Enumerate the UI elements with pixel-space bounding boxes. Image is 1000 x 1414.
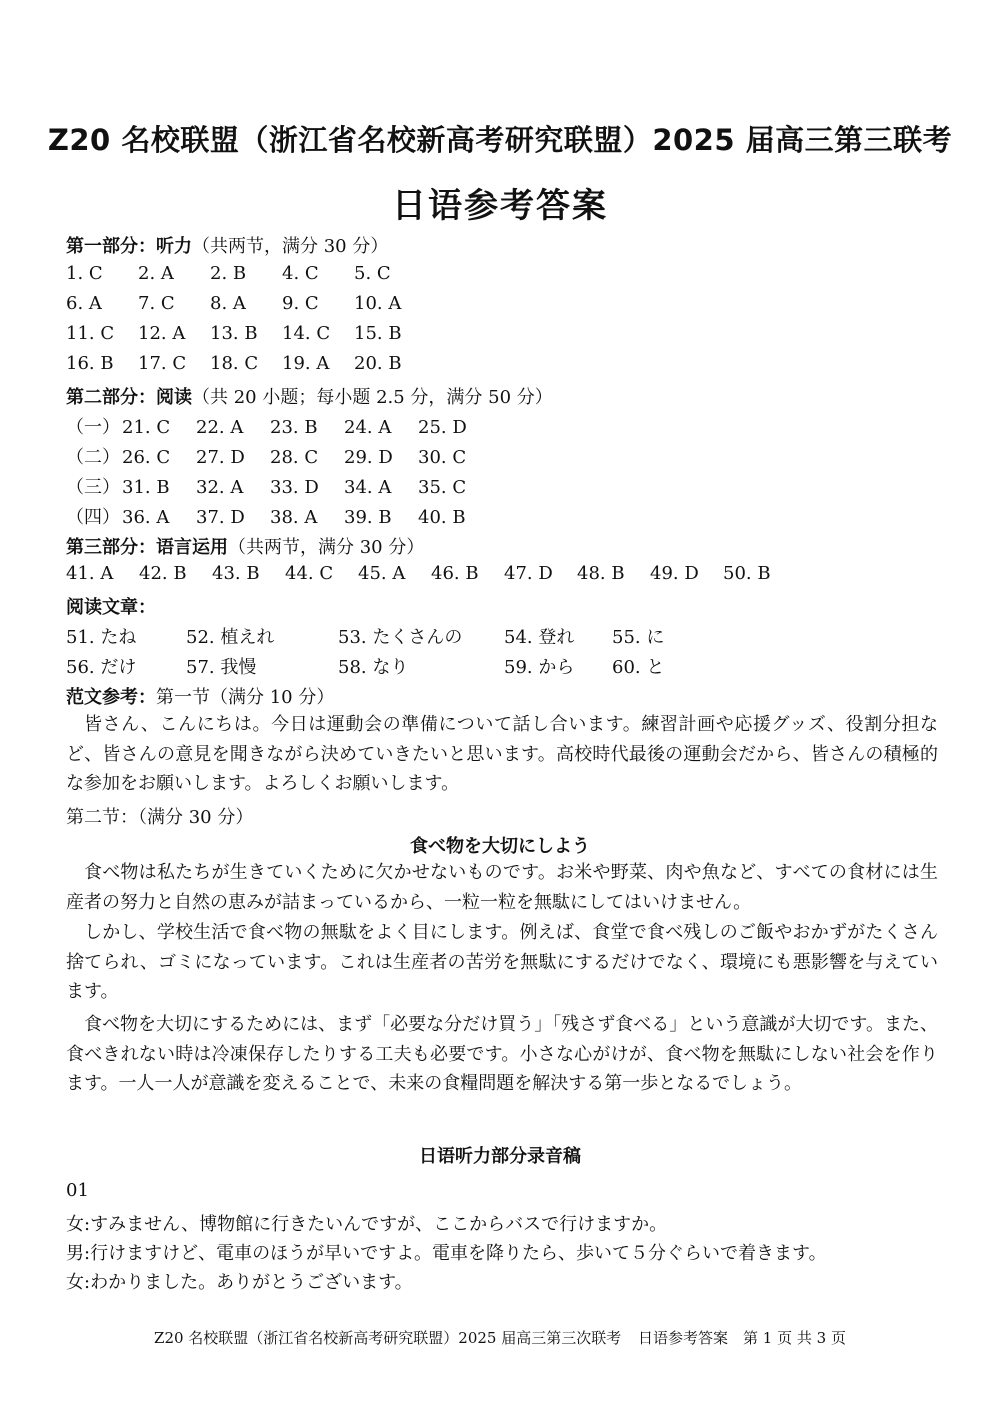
answer-item: 47. D [504,563,553,584]
page-footer [0,1327,1000,1348]
part1-heading: 第一部分：听力 [66,236,192,257]
essay-paragraph-1: 食べ物は私たちが生きていくために欠かせないものです。お米や野菜、肉や魚など、すべての食材には生産者の努力と自然の恵みが詰まっているから、一粒一粒を無駄にしてはいけません。 [66,862,938,913]
cloze-answer: 59. から [504,657,575,678]
essay-paragraph-3: 食べ物を大切にするためには、まず「必要な分だけ買う」「残さず食べる」という意識が大切です。また、食べきれない時は冷凍保存したりする工夫も必要です。小さな心がけが、食べ物を無駄にしない社会を作ります。一人一人が意識を変えることで、未来の食糧問題を解決する第一歩となるでしょう。 [66,1014,938,1095]
answer-item: 30. C [418,447,467,468]
part3-note: （共两节，满分 30 分） [228,537,425,558]
writing-heading-line [66,683,334,709]
answer-item: 49. D [650,563,699,584]
group-label: （三） [66,477,120,498]
group-label: （二） [66,447,120,468]
writing-section2-label: 第二节：（满分 30 分） [66,807,254,828]
answer-item: 12. A [138,323,186,344]
reading-heading-line [66,593,156,619]
part1-heading-line [66,232,388,258]
writing-heading: 范文参考： [66,687,156,708]
cloze-answer: 51. たね [66,627,137,648]
answer-item: 31. B [122,477,170,498]
transcript-line: 女:わかりました。ありがとうございます。 [66,1272,413,1293]
group-label: （一） [66,417,120,438]
part2-group-2 [66,443,492,469]
answer-item: 1. C [66,263,103,284]
answer-item: 2. A [138,263,174,284]
answer-item: 39. B [344,507,392,528]
part2-heading: 第二部分：阅读 [66,387,192,408]
answer-item: 24. A [344,417,392,438]
answer-item: 29. D [344,447,393,468]
part2-group-4 [66,503,492,529]
transcript-line: 男:行けますけど、電車のほうが早いですよ。電車を降りたら、歩いて５分ぐらいで着きます。 [66,1243,827,1264]
answer-item: 27. D [196,447,245,468]
answer-item: 13. B [210,323,258,344]
part1-row-4 [66,353,426,374]
part1-row-3 [66,323,426,344]
cloze-answer: 53. たくさんの [338,627,463,648]
answer-item: 44. C [285,563,334,584]
sample-speech-paragraph: 皆さん、こんにちは。今日は運動会の準備について話し合います。練習計画や応援グッズ、役割分担など、皆さんの意見を聞きながら決めていきたいと思います。高校時代最後の運動会だから、皆さんの積極的な参加をお願いします。よろしくお願いします。 [66,714,938,795]
cloze-answer: 56. だけ [66,657,137,678]
answer-item: 15. B [354,323,402,344]
cloze-answer: 54. 登れ [504,627,575,648]
answer-item: 45. A [358,563,406,584]
footer-page-info: 日语参考答案 第 1 页 共 3 页 [638,1329,846,1347]
cloze-answer: 52. 植えれ [186,627,275,648]
answer-key-title: 日语参考答案 [392,186,608,226]
answer-item: 36. A [122,507,170,528]
part3-heading: 第三部分：语言运用 [66,537,228,558]
part3-heading-line [66,533,424,559]
cloze-answer: 60. と [612,657,665,678]
answer-item: 18. C [210,353,259,374]
group-label: （四） [66,507,120,528]
answer-item: 8. A [210,293,246,314]
answer-item: 5. C [354,263,391,284]
cloze-row-2 [66,653,702,679]
part1-row-2 [66,293,426,314]
writing-section1-label: 第一节（满分 10 分） [156,687,335,708]
transcript-heading: 日语听力部分录音稿 [419,1146,581,1167]
transcript-line: 女:すみません、博物館に行きたいんですが、ここからバスで行けますか。 [66,1214,668,1235]
answer-item: 21. C [122,417,171,438]
part2-group-1 [66,413,492,439]
part2-note: （共 20 小题；每小题 2.5 分，满分 50 分） [192,387,553,408]
answer-item: 4. C [282,263,319,284]
answer-item: 22. A [196,417,244,438]
answer-item: 33. D [270,477,319,498]
footer-exam-name: Z20 名校联盟（浙江省名校新高考研究联盟）2025 届高三第三次联考 [154,1329,622,1347]
answer-item: 11. C [66,323,115,344]
answer-item: 42. B [139,563,187,584]
cloze-answer: 57. 我慢 [186,657,257,678]
answer-item: 46. B [431,563,479,584]
answer-item: 34. A [344,477,392,498]
cloze-answer: 55. に [612,627,665,648]
answer-item: 41. A [66,563,114,584]
answer-item: 50. B [723,563,771,584]
reading-heading: 阅读文章： [66,597,156,618]
exam-title: Z20 名校联盟（浙江省名校新高考研究联盟）2025 届高三第三联考 [47,123,953,157]
answer-item: 48. B [577,563,625,584]
transcript-number: 01 [66,1180,89,1201]
answer-item: 6. A [66,293,102,314]
cloze-answer: 58. なり [338,657,409,678]
part2-group-3 [66,473,492,499]
answer-item: 10. A [354,293,402,314]
cloze-row-1 [66,623,702,649]
answer-item: 28. C [270,447,319,468]
answer-item: 43. B [212,563,260,584]
answer-item: 25. D [418,417,467,438]
part1-note: （共两节，满分 30 分） [192,236,389,257]
answer-item: 16. B [66,353,114,374]
answer-item: 9. C [282,293,319,314]
answer-item: 19. A [282,353,330,374]
answer-item: 40. B [418,507,466,528]
answer-item: 14. C [282,323,331,344]
answer-item: 32. A [196,477,244,498]
answer-item: 23. B [270,417,318,438]
essay-paragraph-2: しかし、学校生活で食べ物の無駄をよく目にします。例えば、食堂で食べ残しのご飯やおかずがたくさん捨てられ、ゴミになっています。これは生産者の苦労を無駄にするだけでなく、環境にも悪影響を与えています。 [66,922,938,1003]
answer-item: 35. C [418,477,467,498]
essay-title: 食べ物を大切にしよう [410,836,590,857]
part3-answers-row [66,563,796,584]
answer-item: 17. C [138,353,187,374]
answer-item: 38. A [270,507,318,528]
answer-item: 37. D [196,507,245,528]
answer-item: 2. B [210,263,247,284]
answer-item: 7. C [138,293,175,314]
part1-row-1 [66,263,426,284]
answer-item: 26. C [122,447,171,468]
answer-item: 20. B [354,353,402,374]
part2-heading-line [66,383,553,409]
